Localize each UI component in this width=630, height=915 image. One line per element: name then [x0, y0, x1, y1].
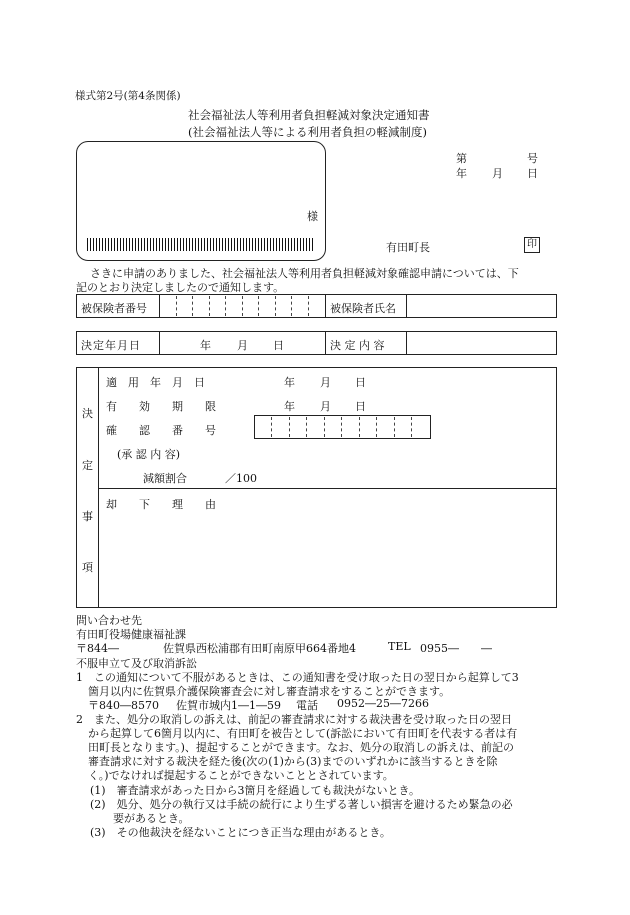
insured-number-label: 被保険者番号: [81, 302, 147, 315]
date-year: 年: [456, 167, 467, 180]
document-title: 社会福祉法人等利用者負担軽減対象決定通知書: [188, 108, 430, 122]
validity-label: 有 効 期 限: [106, 400, 216, 413]
validity-year: 年: [284, 400, 295, 413]
side-char-kou: 項: [82, 561, 93, 574]
reduction-rate-label: 減額割合: [143, 472, 187, 485]
appeal-item-2-cont: 要があるとき。: [113, 812, 190, 825]
customer-barcode: [87, 238, 315, 251]
issuer-name: 有田町長: [386, 241, 430, 254]
form-number: 様式第2号(第4条関係): [75, 90, 181, 102]
contact-tel: 0955― ―: [420, 642, 492, 655]
appeal-item-3: (3) その他裁決を経ないことにつき正当な理由があるとき。: [90, 826, 391, 839]
intro-line-2: 記のとおり決定しましたので通知します。: [76, 281, 285, 294]
review-tel-label: 電話: [296, 699, 318, 712]
appeal-item-1: (1) 審査請求があった日から3箇月を経過しても裁決がないとき。: [90, 784, 421, 797]
apply-year: 年: [284, 376, 295, 389]
appeal-p2-line-3: 田町長となります。)、提起することができます。なお、処分の取消しの訴えは、前記の: [88, 741, 515, 754]
document-subtitle: (社会福祉法人等による利用者負担の軽減制度): [188, 125, 427, 139]
appeal-heading: 不服申立て及び取消訴訟: [76, 657, 197, 670]
date-day: 日: [527, 167, 538, 180]
validity-month: 月: [320, 400, 331, 413]
contact-postal: 〒844―: [76, 642, 119, 655]
date-month: 月: [492, 167, 503, 180]
appeal-p2-line-1: 2 また、処分の取消しの訴えは、前記の審査請求に対する裁決書を受け取った日の翌日: [76, 713, 512, 726]
side-char-ketsu: 決: [82, 407, 93, 420]
validity-day: 日: [355, 400, 366, 413]
contact-address: 佐賀県西松浦郡有田町南原甲664番地4: [163, 642, 356, 655]
apply-date-label: 適 用 年 月 日: [106, 376, 205, 389]
side-char-tei: 定: [82, 459, 93, 472]
contact-tel-label: TEL: [388, 640, 411, 653]
rejection-reason-label: 却 下 理 由: [106, 498, 216, 511]
appeal-p2-line-5: く。)でなければ提起することができないこととされています。: [88, 769, 394, 782]
doc-number-dai: 第: [456, 152, 467, 165]
decision-date-day: 日: [273, 339, 284, 352]
contact-dept: 有田町役場健康福祉課: [76, 628, 186, 641]
doc-number-go: 号: [527, 152, 538, 165]
appeal-p1-line-1: 1 この通知について不服があるときは、この通知書を受け取った日の翌日から起算して3: [76, 671, 519, 684]
confirmation-number-field[interactable]: [254, 415, 431, 439]
apply-day: 日: [355, 376, 366, 389]
appeal-p2-line-2: から起算して6箇月以内に、有田町を被告として(訴訟において有田町を代表する者は有: [88, 727, 518, 740]
intro-line-1: さきに申請のありました、社会福祉法人等利用者負担軽減対象確認申請については、下: [90, 267, 519, 280]
appeal-p1-line-2: 箇月以内に佐賀県介護保険審査会に対し審査請求をすることができます。: [88, 685, 451, 698]
decision-content-label: 決 定 内 容: [330, 339, 385, 352]
confirmation-number-label: 確 認 番 号: [106, 424, 216, 437]
reduction-rate-value: ／100: [225, 472, 257, 485]
decision-date-row: [76, 331, 557, 355]
seal-mark: 印: [524, 237, 540, 253]
decision-date-label: 決定年月日: [81, 339, 141, 352]
insured-name-label: 被保険者氏名: [330, 302, 396, 315]
review-tel: 0952―25―7266: [337, 697, 429, 710]
contact-heading: 問い合わせ先: [76, 614, 142, 627]
side-char-ji: 事: [82, 510, 93, 523]
insured-row: [76, 294, 557, 318]
apply-month: 月: [320, 376, 331, 389]
appeal-p2-line-4: 審査請求に対する裁決を経た後(次の(1)から(3)までのいずれかに該当するときを除: [88, 755, 498, 768]
review-address: 佐賀市城内1―1―59: [176, 699, 281, 712]
approval-content-label: (承 認 内 容): [117, 448, 181, 461]
decision-date-year: 年: [200, 339, 211, 352]
honorific-sama: 様: [307, 210, 318, 223]
decision-date-month: 月: [237, 339, 248, 352]
appeal-item-2: (2) 処分、処分の執行又は手続の続行により生ずる著しい損害を避けるため緊急の必: [90, 798, 513, 811]
review-postal: 〒840―8570: [88, 699, 159, 712]
